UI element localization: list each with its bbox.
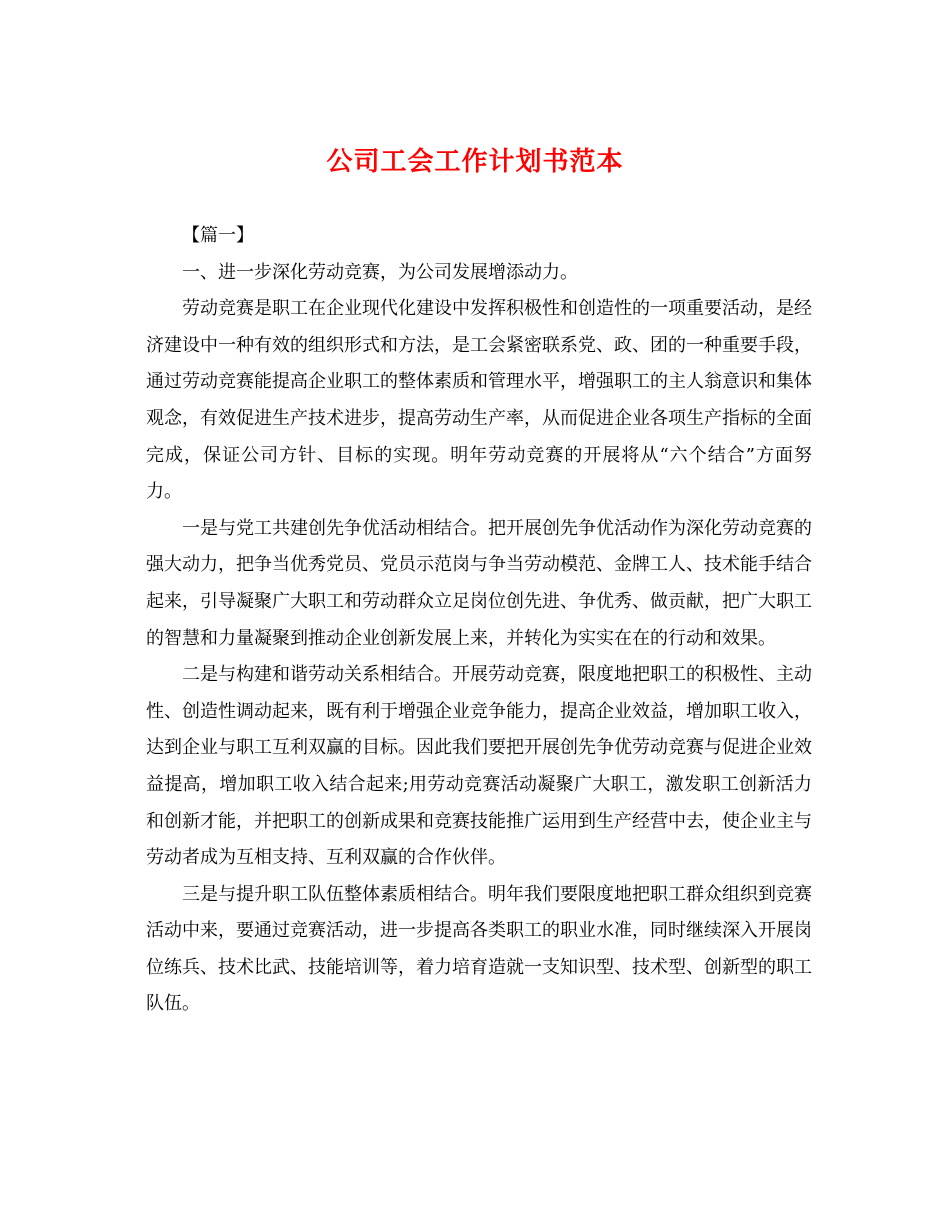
body-paragraph: 三是与提升职工队伍整体素质相结合。明年我们要限度地把职工群众组织到竞赛活动中来，要通过竞赛活动，进一步提高各类职工的职业水准，同时继续深入开展岗位练兵、技术比武、技能培训等，着力培育造就一支知识型、技术型、创新型的职工队伍。: [146, 883, 812, 1015]
body-paragraph: 一是与党工共建创先争优活动相结合。把开展创先争优活动作为深化劳动竞赛的强大动力，把争当优秀党员、党员示范岗与争当劳动模范、金牌工人、技术能手结合起来，引导凝聚广大职工和劳动群众立足岗位创先进、争优秀、做贡献，把广大职工的智慧和力量凝聚到推动企业创新发展上来，并转化为实实在在的行动和效果。: [146, 517, 812, 649]
section-heading: 一、进一步深化劳动竞赛，为公司发展增添动力。: [182, 261, 578, 283]
document-title: 公司工会工作计划书范本: [326, 147, 624, 177]
body-paragraph: 二是与构建和谐劳动关系相结合。开展劳动竞赛，限度地把职工的积极性、主动性、创造性调动起来，既有利于增强企业竞争能力，提高企业效益，增加职工收入，达到企业与职工互利双赢的目标。因此我们要把开展创先争优劳动竞赛与促进企业效益提高，增加职工收入结合起来;用劳动竞赛活动凝聚广大职工，激发职工创新活力和创新才能，并把职工的创新成果和竞赛技能推广运用到生产经营中去，使企业主与劳动者成为互相支持、互利双赢的合作伙伴。: [146, 664, 812, 869]
body-paragraph: 劳动竞赛是职工在企业现代化建设中发挥积极性和创造性的一项重要活动，是经济建设中一种有效的组织形式和方法，是工会紧密联系党、政、团的一种重要手段，通过劳动竞赛能提高企业职工的整体素质和管理水平，增强职工的主人翁意识和集体观念，有效促进生产技术进步，提高劳动生产率，从而促进企业各项生产指标的全面完成，保证公司方针、目标的实现。明年劳动竞赛的开展将从“六个结合”方面努力。: [146, 298, 812, 503]
document-body: [146, 218, 812, 1023]
section-tag: 【篇一】: [182, 225, 254, 246]
